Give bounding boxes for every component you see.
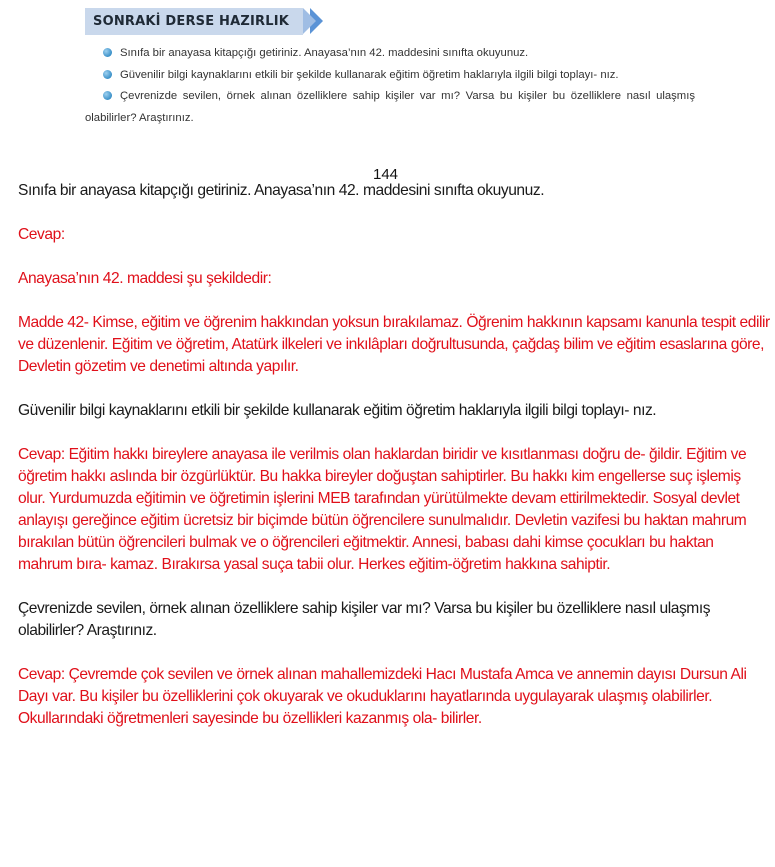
bullet-icon xyxy=(103,91,112,100)
question-3: Çevrenizde sevilen, örnek alınan özelliklere sahip kişiler var mı? Varsa bu kişiler bu özelliklere nasıl ulaşmış olabilirler? Araştırınız. xyxy=(18,600,711,639)
bullet-icon xyxy=(103,48,112,57)
excerpt-item-text: Güvenilir bilgi kaynaklarını etkili bir şekilde kullanarak eğitim öğretim haklarıyla ilgili bilgi toplayı- nız. xyxy=(120,68,619,81)
answer-2: Cevap: Eğitim hakkı bireylere anayasa ile verilmis olan haklardan biridir ve kısıtlanması doğru de- ğildir. Eğitim ve öğretim hakkı aslında bir özgürlüktür. Bu hakka bireyler doğuştan sahiptirler. Bu hakkı kim engellerse suç işlemiş olur. Yurdumuzda eğitimin ve öğretimin işlerini MEB tarafından yürütülmekte devam ettirilmektedir. Sosyal devlet anlayışı gereğince eğitim ücretsiz bir biçimde bütün öğrencilere sunulmalıdır. Devletin vazifesi bu haktan mahrum bırakılan bütün öğrencileri bulmak ve o öğrencileri eğitmektir. Annesi, babası dahi kimse çocukları bu haktan mahrum bıra- kamaz. Bırakırsa yasal suça tabii olur. Herkes eğitim-öğretim hakkına sahiptir. xyxy=(18,446,747,573)
answer-1: Madde 42- Kimse, eğitim ve öğrenim hakkından yoksun bırakılamaz. Öğrenim hakkının kapsamı kanunla tespit edilir ve düzenlenir. Eğitim ve öğretim, Atatürk ilkeleri ve inkılâpları doğrultusunda, çağdaş bilim ve eğitim esaslarına göre, Devletin gözetim ve denetimi altında yapılır. xyxy=(18,314,770,375)
question-1: Sınıfa bir anayasa kitapçığı getiriniz. Anayasa’nın 42. maddesini sınıfta okuyunuz. xyxy=(18,182,545,199)
excerpt-item xyxy=(85,43,695,65)
excerpt-list xyxy=(85,43,695,129)
chevron-right-icon xyxy=(310,8,323,34)
bullet-icon xyxy=(103,70,112,79)
book-excerpt-image xyxy=(85,8,695,129)
page-number: 144 xyxy=(373,166,399,183)
answer-1-intro: Anayasa’nın 42. maddesi şu şekildedir: xyxy=(18,270,272,287)
banner-title: SONRAKİ DERSE HAZIRLIK xyxy=(93,14,290,29)
excerpt-item xyxy=(85,65,695,87)
answer-3: Cevap: Çevremde çok sevilen ve örnek alınan mahallemizdeki Hacı Mustafa Amca ve annemin dayısı Dursun Ali Dayı var. Bu kişiler bu özelliklerini çok okuyarak ve okuduklarını hayatlarında uygulayarak ulaşmış olabilirler. Okullarındaki öğretmenleri sayesinde bu özellikleri kazanmış ola- bilirler. xyxy=(18,666,747,727)
excerpt-item-text: Çevrenizde sevilen, örnek alınan özelliklere sahip kişiler var mı? Varsa bu kişiler bu özelliklere nasıl ulaşmış olabilirler? Araştırınız. xyxy=(85,90,695,124)
section-banner xyxy=(85,8,303,35)
answer-1-label: Cevap: xyxy=(18,226,65,243)
question-2: Güvenilir bilgi kaynaklarını etkili bir şekilde kullanarak eğitim öğretim haklarıyla ilgili bilgi toplayı- nız. xyxy=(18,402,657,419)
excerpt-item xyxy=(85,86,695,129)
excerpt-item-text: Sınıfa bir anayasa kitapçığı getiriniz. Anayasa’nın 42. maddesini sınıfta okuyunuz. xyxy=(120,47,529,59)
answers-content xyxy=(18,180,770,730)
